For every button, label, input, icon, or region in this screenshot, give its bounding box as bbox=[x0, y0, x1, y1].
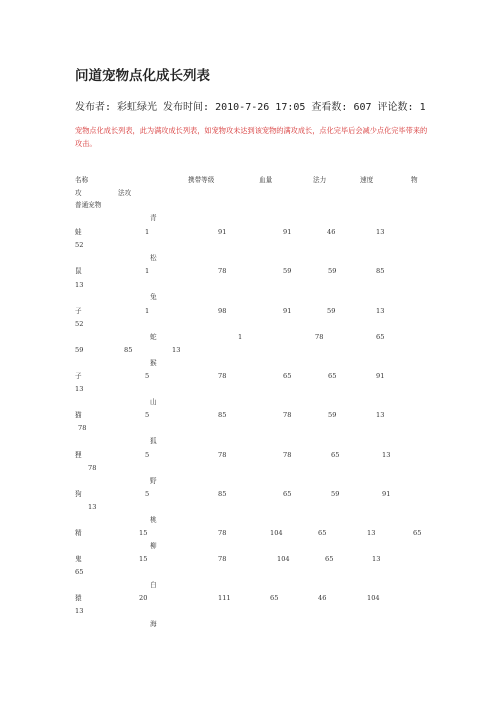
pet-name-part: 鬼 bbox=[75, 555, 82, 563]
cell-hp: 78 bbox=[315, 333, 324, 341]
pet-name-part: 青 bbox=[150, 214, 157, 222]
cell-level: 15 bbox=[139, 529, 148, 537]
cell-hp: 78 bbox=[218, 451, 227, 459]
header-phys: 物 bbox=[411, 176, 418, 184]
cell-phys: 13 bbox=[376, 411, 385, 419]
header-name: 名称 bbox=[75, 176, 89, 184]
cell-speed: 59 bbox=[75, 346, 84, 354]
cell-level: 5 bbox=[145, 411, 150, 419]
cell-magic: 65 bbox=[75, 568, 84, 576]
cell-magic: 13 bbox=[172, 346, 181, 354]
pet-name-part: 狐 bbox=[150, 437, 157, 445]
cell-magic: 78 bbox=[88, 464, 97, 472]
cell-magic: 13 bbox=[88, 503, 97, 511]
cell-speed: 65 bbox=[331, 451, 340, 459]
cell-magic: 52 bbox=[75, 320, 84, 328]
cell-level: 1 bbox=[238, 333, 243, 341]
cell-hp: 85 bbox=[218, 411, 227, 419]
pet-name-part: 野 bbox=[150, 477, 157, 485]
pet-name-part: 猫 bbox=[75, 411, 82, 419]
cell-speed: 59 bbox=[331, 490, 340, 498]
cell-level: 1 bbox=[145, 228, 150, 236]
pet-name-part: 精 bbox=[75, 529, 82, 537]
cell-hp: 78 bbox=[218, 529, 227, 537]
cell-phys: 85 bbox=[124, 346, 133, 354]
intro-note: 宠物点化成长列表，此为满攻成长列表，如宠物攻未达到该宠物的满攻成长，点化完毕后会减少点化完毕带来的攻击。 bbox=[75, 126, 428, 148]
cell-level: 5 bbox=[145, 372, 150, 380]
cell-mana: 91 bbox=[283, 228, 292, 236]
cell-phys: 13 bbox=[376, 228, 385, 236]
cell-speed: 46 bbox=[327, 228, 336, 236]
cell-hp: 91 bbox=[218, 228, 227, 236]
header-speed: 速度 bbox=[360, 176, 374, 184]
pet-name-part: 桃 bbox=[150, 516, 157, 524]
pet-name-part: 白 bbox=[150, 581, 157, 589]
pet-name-part: 狗 bbox=[75, 490, 82, 498]
cell-hp: 111 bbox=[218, 594, 231, 602]
cell-phys: 91 bbox=[382, 490, 391, 498]
cell-speed: 59 bbox=[327, 307, 336, 315]
pet-name-part: 山 bbox=[150, 398, 157, 406]
cell-level: 15 bbox=[139, 555, 148, 563]
cell-level: 5 bbox=[145, 451, 150, 459]
cell-phys: 13 bbox=[372, 555, 381, 563]
pet-name-part: 猿 bbox=[75, 594, 82, 602]
cell-mana: 104 bbox=[270, 529, 283, 537]
cell-level: 20 bbox=[139, 594, 148, 602]
cell-level: 1 bbox=[145, 267, 150, 275]
header-magic: 法攻 bbox=[118, 189, 132, 197]
cell-magic: 13 bbox=[75, 281, 84, 289]
cell-speed: 59 bbox=[328, 411, 337, 419]
pet-name-part: 猴 bbox=[150, 359, 157, 367]
cell-mana: 91 bbox=[283, 307, 292, 315]
cell-magic: 13 bbox=[75, 385, 84, 393]
cell-hp: 85 bbox=[218, 490, 227, 498]
cell-hp: 78 bbox=[218, 555, 227, 563]
header-mana: 法力 bbox=[313, 176, 327, 184]
pet-name-part: 狸 bbox=[75, 451, 82, 459]
cell-magic: 65 bbox=[413, 529, 422, 537]
pet-name-part: 柳 bbox=[150, 542, 157, 550]
cell-phys: 13 bbox=[367, 529, 376, 537]
pet-name-part: 子 bbox=[75, 372, 82, 380]
cell-mana: 65 bbox=[376, 333, 385, 341]
cell-mana: 78 bbox=[283, 451, 292, 459]
cell-hp: 78 bbox=[218, 267, 227, 275]
cell-mana: 65 bbox=[283, 372, 292, 380]
cell-phys: 13 bbox=[376, 307, 385, 315]
cell-speed: 65 bbox=[325, 555, 334, 563]
cell-phys: 104 bbox=[367, 594, 380, 602]
cell-mana: 65 bbox=[283, 490, 292, 498]
cell-hp: 78 bbox=[218, 372, 227, 380]
cell-magic: 13 bbox=[75, 607, 84, 615]
post-meta: 发布者: 彩虹绿光 发布时间: 2010-7-26 17:05 查看数: 607 评论数: 1 bbox=[75, 102, 426, 113]
cell-mana: 78 bbox=[283, 411, 292, 419]
pet-name-part: 子 bbox=[75, 307, 82, 315]
cell-phys: 13 bbox=[382, 451, 391, 459]
header-phys-cont: 攻 bbox=[75, 189, 82, 197]
group-label: 普通宠物 bbox=[75, 201, 102, 209]
cell-speed: 46 bbox=[318, 594, 327, 602]
cell-level: 5 bbox=[145, 490, 150, 498]
cell-phys: 91 bbox=[376, 372, 385, 380]
cell-phys: 85 bbox=[376, 267, 385, 275]
cell-magic: 52 bbox=[75, 241, 84, 249]
pet-name-part: 海 bbox=[150, 620, 157, 628]
pet-name-part: 蛙 bbox=[75, 228, 82, 236]
pet-name-part: 鼠 bbox=[75, 267, 82, 275]
cell-hp: 98 bbox=[218, 307, 227, 315]
page-title: 问道宠物点化成长列表 bbox=[75, 68, 210, 84]
cell-mana: 65 bbox=[270, 594, 279, 602]
pet-name-part: 蛇 bbox=[150, 333, 157, 341]
pet-name-part: 兔 bbox=[150, 293, 157, 301]
cell-mana: 104 bbox=[277, 555, 290, 563]
cell-mana: 59 bbox=[283, 267, 292, 275]
pet-name-part: 松 bbox=[150, 254, 157, 262]
cell-level: 1 bbox=[145, 307, 150, 315]
cell-speed: 65 bbox=[328, 372, 337, 380]
header-hp: 血量 bbox=[259, 176, 273, 184]
cell-speed: 59 bbox=[328, 267, 337, 275]
cell-magic: 78 bbox=[78, 424, 87, 432]
cell-speed: 65 bbox=[318, 529, 327, 537]
header-level: 携带等级 bbox=[188, 176, 215, 184]
